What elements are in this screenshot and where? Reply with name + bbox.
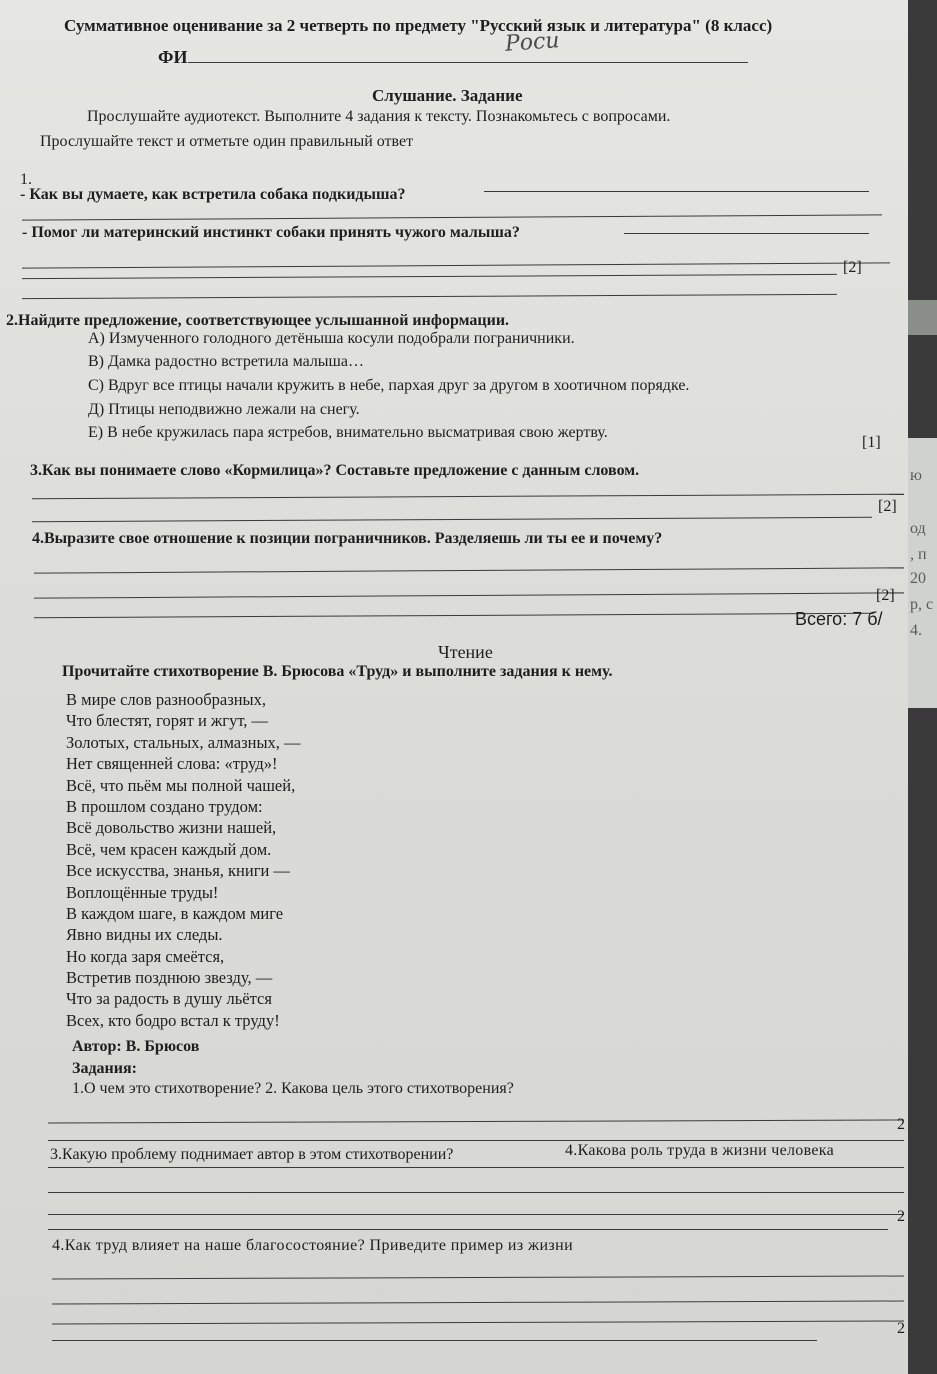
poem-line: В прошлом создано трудом: — [66, 796, 263, 816]
task1-answer-line-2[interactable] — [48, 1140, 904, 1141]
q1-number: 1. — [20, 171, 32, 188]
q4-score: [2] — [876, 587, 895, 604]
q1b-answer-line-3[interactable] — [22, 274, 837, 279]
task1-answer-line[interactable] — [48, 1120, 904, 1124]
task3-answer-line[interactable] — [48, 1167, 904, 1168]
q3-text: 3.Как вы понимаете слово «Кормилица»? Составьте предложение с данным словом. — [30, 462, 640, 479]
q3-answer-line[interactable] — [32, 494, 904, 500]
edge-shadow — [908, 300, 937, 335]
listening-instruction: Прослушайте текст и отметьте один правильный ответ — [40, 133, 414, 150]
page-title: Суммативное оценивание за 2 четверть по предмету "Русский язык и литература" (8 класс) — [64, 16, 773, 35]
listening-intro: Прослушайте аудиотекст. Выполните 4 задания к тексту. Познакомьтесь с вопросами. — [87, 108, 671, 125]
task1-text: 1.О чем это стихотворение? 2. Какова цель этого стихотворения? — [72, 1080, 514, 1097]
task4b-answer-line-3[interactable] — [52, 1321, 904, 1325]
task4b-answer-line-2[interactable] — [52, 1301, 904, 1305]
poem-line: Всё, чем красен каждый дом. — [66, 839, 272, 859]
poem-author: Автор: В. Брюсов — [72, 1038, 200, 1055]
handwritten-signature: Роси — [504, 28, 561, 57]
task3-score: 2 — [897, 1208, 905, 1225]
q1-score: [2] — [843, 259, 862, 276]
q4-answer-line-2[interactable] — [34, 592, 904, 598]
q2-option-a[interactable]: А) Измученного голодного детёныша косули подобрали пограничники. — [88, 330, 575, 347]
edge-text-fragment: р, с — [910, 596, 934, 613]
poem-line: Что блестят, горят и жгут, — — [66, 711, 269, 731]
q2-text: 2.Найдите предложение, соответствующее услышанной информации. — [6, 312, 510, 329]
reading-instruction: Прочитайте стихотворение В. Брюсова «Труд» и выполните задания к нему. — [62, 663, 613, 680]
task4b-answer-line[interactable] — [52, 1276, 904, 1280]
edge-text-fragment: 20 — [910, 570, 926, 587]
poem — [66, 690, 301, 1032]
q2-option-c[interactable]: С) Вдруг все птицы начали кружить в небе, пархая друг за другом в хоотичном порядке. — [88, 377, 690, 394]
poem-line: В каждом шаге, в каждом миге — [66, 903, 284, 923]
poem-line: Всё довольство жизни нашей, — [66, 818, 277, 838]
poem-line: Золотых, стальных, алмазных, — — [66, 732, 301, 752]
task4b-score: 2 — [897, 1320, 905, 1337]
poem-line: В мире слов разнообразных, — [66, 690, 267, 709]
edge-text-fragment: од — [910, 520, 926, 537]
edge-text-fragment: 4. — [910, 622, 922, 639]
adjacent-page-edge — [908, 0, 937, 1374]
q4-answer-line[interactable] — [34, 567, 904, 573]
q3-score: [2] — [878, 498, 897, 515]
q1a-answer-line-2[interactable] — [22, 214, 882, 220]
q1b-answer-line-2[interactable] — [22, 262, 890, 268]
poem-line: Что за радость в душу льётся — [66, 989, 272, 1009]
task4-role-text: 4.Какова роль труда в жизни человека — [565, 1142, 834, 1159]
q1a-text: - Как вы думаете, как встретила собака подкидыша? — [20, 186, 406, 203]
task3-answer-line-4[interactable] — [48, 1229, 888, 1230]
poem-line: Явно видны их следы. — [66, 925, 223, 945]
task3-answer-line-3[interactable] — [48, 1214, 904, 1215]
task4b-answer-line-4[interactable] — [52, 1340, 817, 1341]
poem-line: Воплощённые труды! — [66, 882, 219, 902]
task1-score: 2 — [897, 1116, 905, 1133]
edge-text-fragment: ю — [910, 467, 922, 484]
q1b-answer-line-4[interactable] — [22, 294, 837, 299]
q2-option-e[interactable]: Е) В небе кружилась пара ястребов, внимательно высматривая свою жертву. — [88, 424, 608, 441]
poem-line: Всё, что пьём мы полной чашей, — [66, 775, 296, 795]
q2-option-b[interactable]: В) Дамка радостно встретила малыша… — [88, 353, 364, 370]
listening-heading: Слушание. Задание — [372, 86, 523, 105]
q4-text: 4.Выразите свое отношение к позиции пограничников. Разделяешь ли ты ее и почему? — [32, 530, 663, 547]
task3-answer-line-2[interactable] — [48, 1192, 904, 1193]
task4b-text: 4.Как труд влияет на наше благосостояние? Приведите пример из жизни — [52, 1237, 574, 1254]
q2-score: [1] — [862, 434, 881, 451]
fi-label: ФИ — [158, 47, 188, 67]
poem-line: Нет священней слова: «труд»! — [66, 754, 278, 774]
poem-line: Но когда заря смеётся, — [66, 946, 225, 966]
total-score: Всего: 7 б/ — [795, 609, 883, 629]
q4-answer-line-3[interactable] — [34, 613, 874, 618]
q2-option-d[interactable]: Д) Птицы неподвижно лежали на снегу. — [88, 401, 360, 418]
q1b-text: - Помог ли материнский инстинкт собаки принять чужого малыша? — [22, 224, 520, 241]
q3-answer-line-2[interactable] — [32, 517, 872, 522]
q1a-answer-line[interactable] — [484, 191, 869, 192]
q1b-answer-line[interactable] — [624, 233, 869, 234]
tasks-label: Задания: — [72, 1060, 137, 1077]
reading-heading: Чтение — [438, 642, 493, 662]
task3-text: 3.Какую проблему поднимает автор в этом стихотворении? — [50, 1146, 454, 1163]
fi-input-line[interactable] — [188, 62, 748, 63]
poem-line: Встретив позднюю звезду, — — [66, 968, 273, 988]
poem-line: Всех, кто бодро встал к труду! — [66, 1010, 280, 1030]
poem-line: Все искусства, знанья, книги — — [66, 861, 290, 881]
edge-text-fragment: , п — [910, 546, 927, 563]
